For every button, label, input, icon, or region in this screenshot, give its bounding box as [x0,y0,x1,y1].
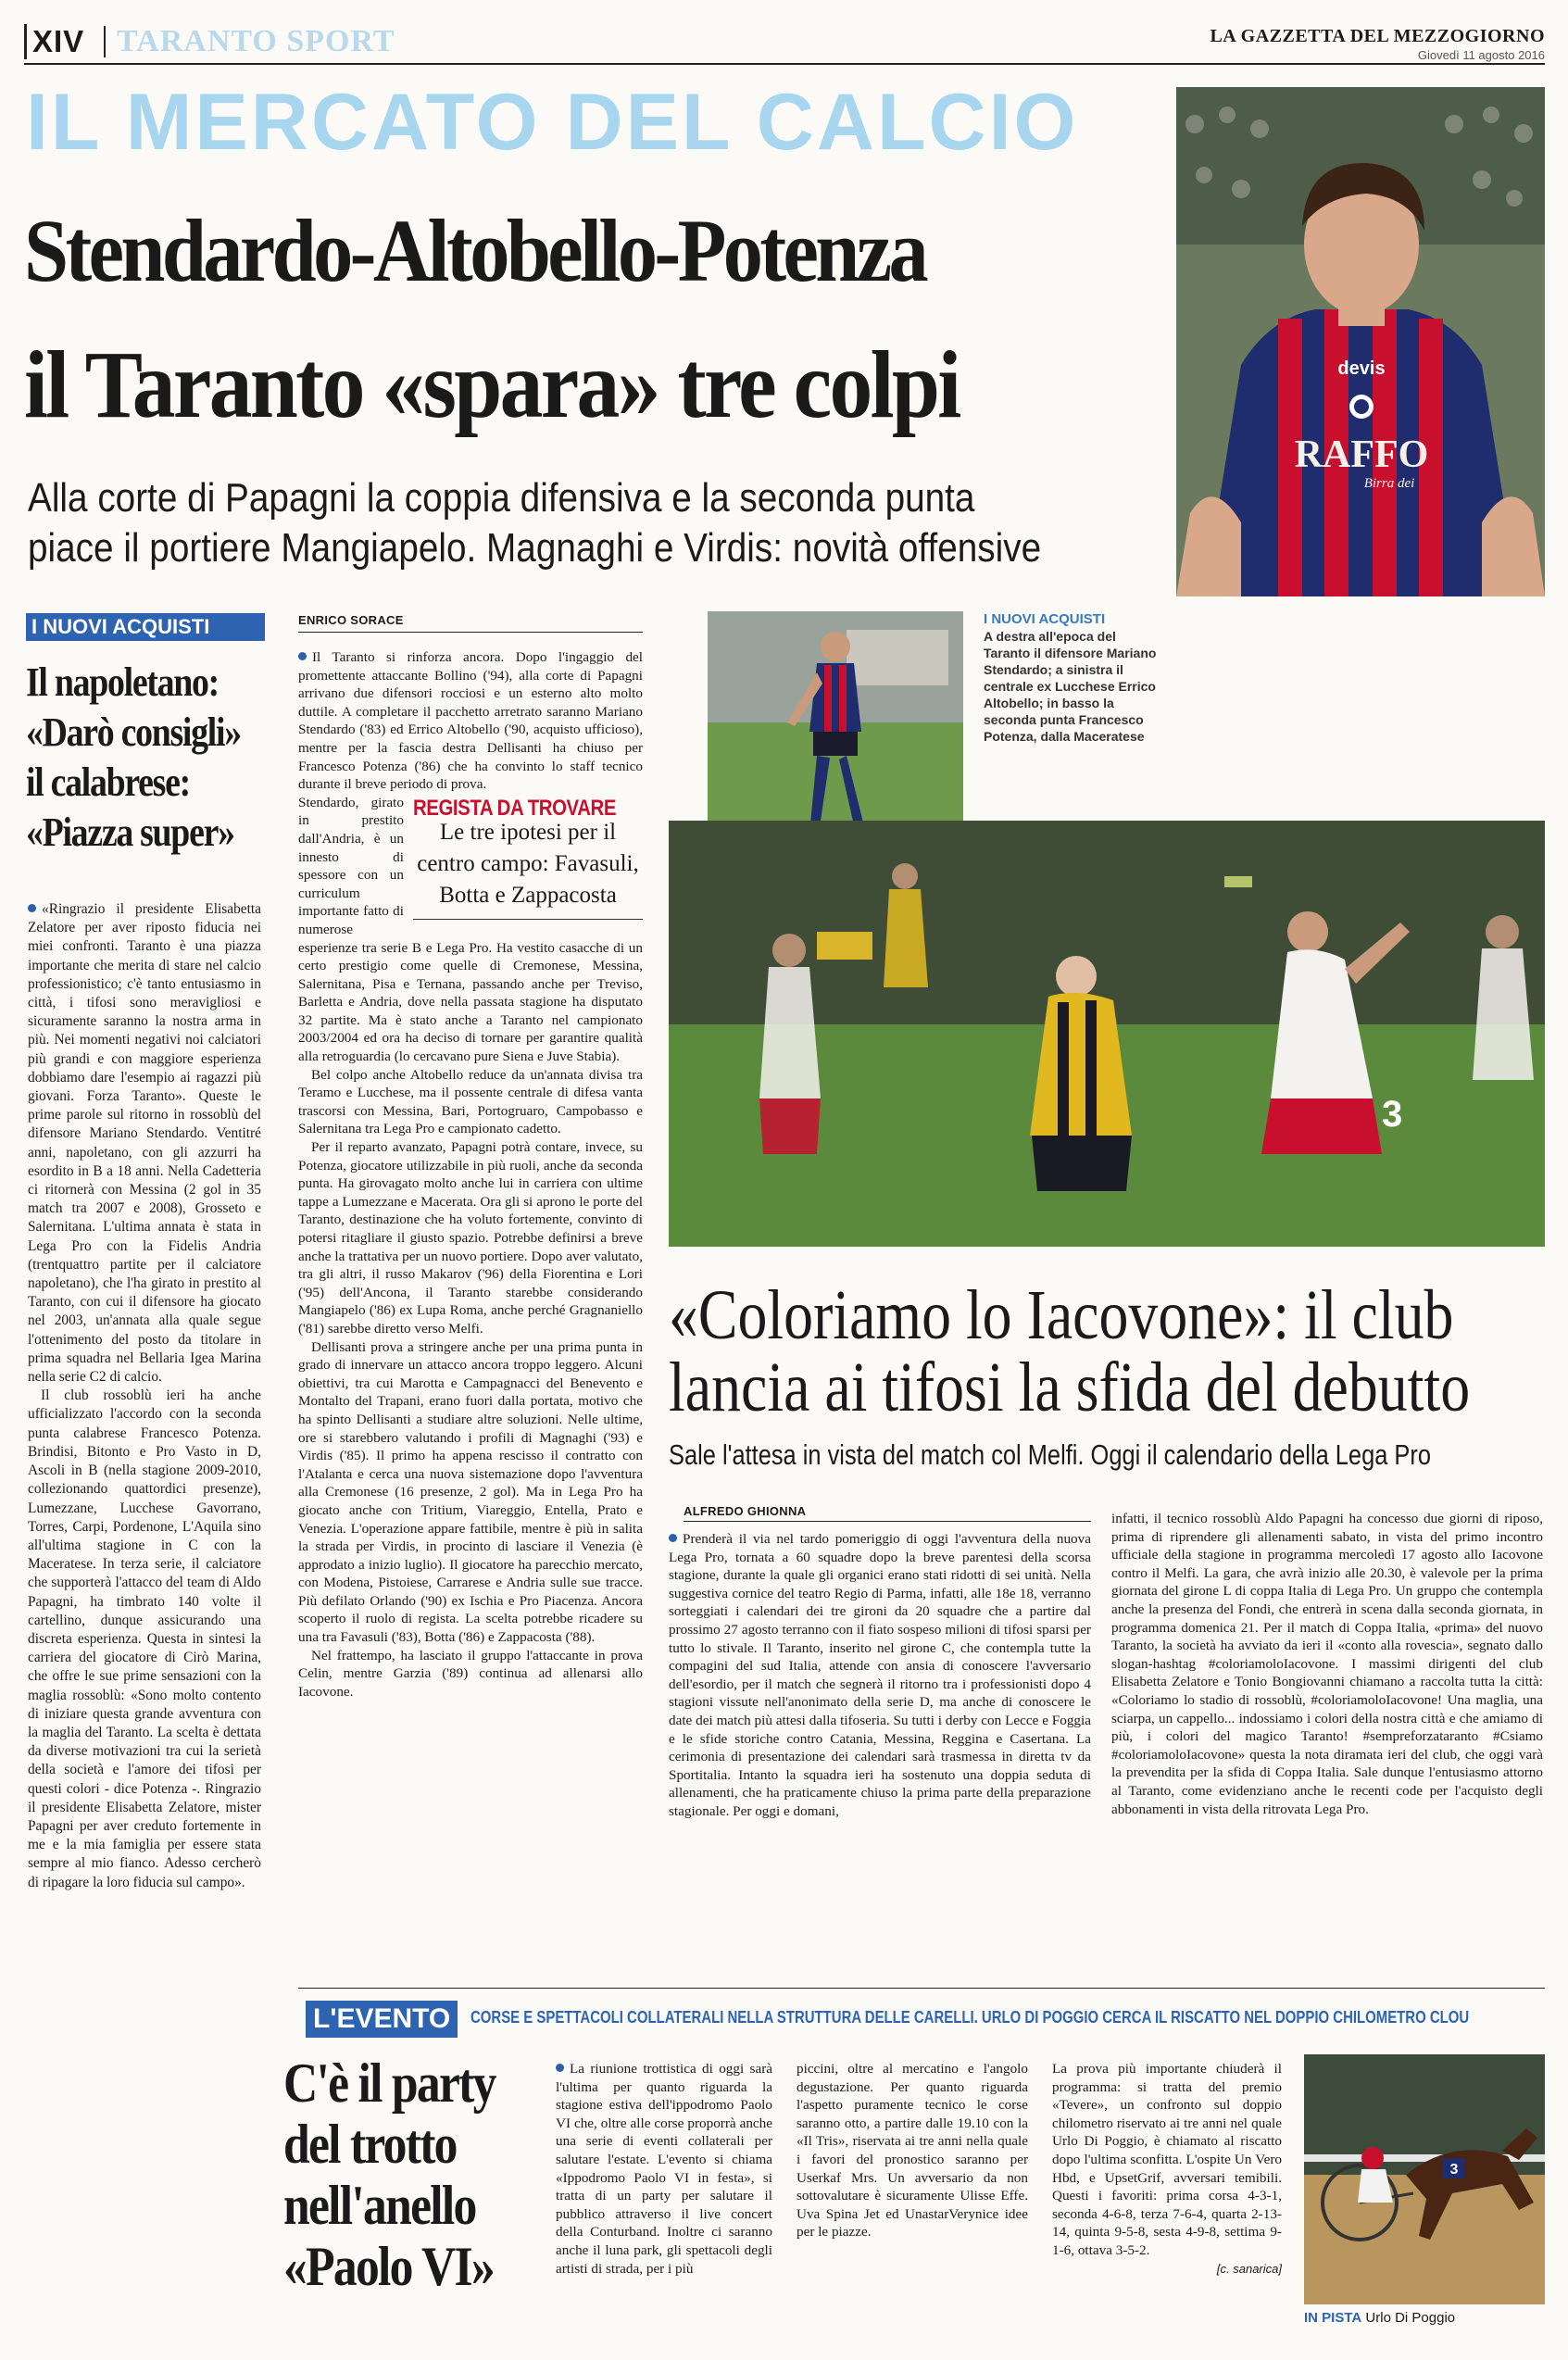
bullet-icon [556,2064,564,2072]
top-paragraph: Dellisanti prova a stringere anche per una prima punta in grado di innervare un attacco ancora troppo leggero. Alcuni obiettivi, tra cui Marotta e Campagnacci del Benevento e Montalto del Trapani, erano fuori dalla portata, motivo che ha spinto Dellisanti a studiare altre soluzioni. Nelle ultime, ore si starebbero valutando i profili di Magnaghi ('93) e Virdis ('85). Il primo ha appena rescisso il contratto con l'Atalanta e cerca una nuova sistemazione dopo l'avventura alla Cremonese (16 presenze, 2 gol). Ma in Lega Pro ha giocato anche con Tritium, Viareggio, Entella, Prato e Venezia. L'operazione appare fattibile, mentre è più in salita la strada per Virdis, in procinto di lasciare il Venezia (è approdato a inizio luglio). Il giocatore ha parecchio mercato, con Modena, Pistoiese, Carrarese e Andria sulle sue tracce. Più defilato Orlando ('90) ex Ischia e Pro Piacenza. Ancora scoperto il ruolo di regista. La scelta potrebbe ricadere su una tra Favasuli ('83), Botta ('86) e Zappacosta ('88). [298,1338,643,1646]
header-divider [104,26,106,57]
bullet-icon [298,652,307,660]
top-paragraph-lead: Il Taranto si rinforza ancora. Dopo l'ingaggio del promettente attaccante Bollino ('94), alla corte di Papagni arrivano due difensori rocciosi e un esterno alto molto duttile. A completare il pacchetto arretrato saranno Mariano Stendardo ('83) ed Errico Altobello ('90, acquisto ufficioso), mentre per la fascia destra Dellisanti ha chiuso per Francesco Potenza ('86) che ha convinto lo staff tecnico durante il breve periodo di prova. [298,649,643,793]
urlo-di-poggio-photo [1304,2054,1545,2304]
evento-caption [1304,2310,1455,2326]
svg-text:3: 3 [1382,1094,1403,1135]
issue-date: Giovedì 11 agosto 2016 [1417,48,1545,62]
page-header [24,22,1545,63]
photo-caption [984,611,1165,745]
top-paragraph: Per il reparto avanzato, Papagni potrà contare, invece, su Potenza, giocatore utilizzabile in più ruoli, anche da seconda punta. Ha girovagato molto anche lui in carriera con ultime tappe a Lumezzane e Macerata. Ora gli si aprono le porte del Taranto, destinazione che ha voluto fortemente, convinto di potersi ritagliare il giusto spazio. Potrebbe definirsi a breve anche la trattativa per un nuovo portiere. Dopo aver valutato, tra gli altri, il russo Makarov ('96) della Fiorentina e Lori ('95) dell'Ancona, il Taranto starebbe considerando Mangiapelo ('86) ex Lupa Roma, anche perché Gragnaniello ('81) sarebbe diretto verso Melfi. [298,1139,643,1337]
page-number: XIV [24,24,84,59]
regista-text: Le tre ipotesi per il centro campo: Favasuli, Botta e Zappacosta [417,820,639,909]
side-paragraph: «Ringrazio il presidente Elisabetta Zelatore per aver riposto fiducia nei miei confronti. Taranto è una piazza importante che merita di stare nel calcio professionistico; c'è tanto entusiasmo in città, i tifosi sono meravigliosi e sicuramente saranno la nostra arma in più. Nei momenti negativi noi calciatori più grandi e con maggiore esperienza dobbiamo dare l'esempio ai ragazzi più giovani. Forza Taranto». Queste le prime parole sul ritorno in rossoblù del difensore Mariano Stendardo. Ventitré anni, napoletano, con gli azzurri ha esordito in B a 18 anni. Nella Cadetteria ci ritornerà con Messina (2 gol in 35 match tra 2007 e 2008), Grosseto e Salernitana. L'ultima annata è stata in Lega Pro con la Fidelis Andria (trentquattro partite per il calciatore napoletano), che l'ha girato in prestito al Taranto, con cui il difensore ha giocato nel 2003, un'annata alla quale segue l'ottenimento del posto da titolare in prima squadra nel Bellaria Igea Marina nella serie C2 di calcio. [28,901,261,1386]
evento-caption-kicker: IN PISTA [1304,2310,1362,2326]
header-rule [24,63,1545,65]
evento-caption-text: Urlo Di Poggio [1365,2310,1456,2326]
subhead-line-2: piace il portiere Mangiapelo. Magnaghi e Virdis: novità offensive [28,525,1042,571]
evento-col-1: La riunione trottistica di oggi sarà l'ultima per quanto riguarda la stagione estiva dell'ippodromo Paolo VI che, oltre alle corse proporrà anche una serie di eventi collaterali per salutare l'estate. L'evento si chiama «Ippodromo Paolo VI in festa», si tratta di un party per salutare il pubblico attraverso il live concert della Conturband. Inoltre ci saranno anche il luna park, gli spettacoli degli artisti di strada, per i più [556,2061,772,2277]
iacovone-headline-line-1: «Coloriamo lo Iacovone»: il club [669,1276,1454,1354]
side-headline-line-2: «Darò consigli» [26,709,241,755]
side-story-body [28,900,261,2336]
headline-line-1: Stendardo-Altobello-Potenza [24,201,926,300]
regista-kicker: REGISTA DA TROVARE [413,795,617,821]
iacovone-col-2: infatti, il tecnico rossoblù Aldo Papagni ha concesso due giorni di riposo, prima di riprendere gli allenamenti sabato, in vista del primo incontro ufficiale della stagione in programma mercoledì 17 agosto allo Iacovone contro il Melfi. La gara, che avrà inizio alle 20.30, è valevole per la prima giornata del girone L di coppa Italia di Lega Pro. Un gruppo che contempla anche la presenza del Fondi, che entrerà in scena dalla seconda giornata, in programma domenica 21. Per il match di Coppa Italia, «prima» del nuovo Taranto, la società ha avviato da ieri il «conto alla rovescia», segnato dallo slogan-hashtag #coloriamoloIacovone. I massimi dirigenti del club Elisabetta Zelatore e Tonio Bongiovanni chiamano a raccolta tutta la città: «Coloriamo lo stadio di rossoblù, #coloriamoloIacovone! Una maglia, una sciarpa, un cappello... indossiamo i colori della nostra città e che amiamo di più, i colori del magico Taranto! #sempreforzataranto #Csiamo #coloriamoloIacovone» questa la nota diramata ieri del club, che oggi varà la prevendita per la sfida di Coppa Italia. Sale dunque l'entusiasmo attorno al Taranto, come evidenziano anche le recenti code per l'acquisto degli abbonamenti in vista della ritrovata Lega Pro. [1111,1511,1543,1817]
side-paragraph: Il club rossoblù ieri ha anche ufficializzato l'accordo con la seconda punta calabrese Francesco Potenza. Brindisi, Bitonto e Pro Vasto in D, Ascoli in B (nella stagione 2009-2010, collezionando quattordici presenze), Lumezzane, Lucchese Gavorrano, Torres, Carpi, Pordenone, L'Aquila sino all'ultima stagione in C con la Maceratese. In terza serie, il calciatore che supporterà l'attacco del team di Aldo Papagni, ha timbrato 140 volte il cartellino, dunque assicurando una discreta esperienza. Questa in sintesi la carriera del giocatore di Cirò Marina, che offre le sue prime sensazioni con la maglia rossoblù: «Sono molto contento di iniziare questa grande avventura con la maglia del Taranto. La scelta è dettata da diverse motivazioni tra cui la serietà della società e l'amore dei tifosi per questi colori - dice Potenza -. Ringrazio il presidente Elisabetta Zelatore, mister Papagni per aver creduto fortemente in me e la mia famiglia per essere stata sempre al mio fianco. Adesso cercherò di ripagare la loro fiducia sul campo». [28,1387,261,1890]
evento-headline-line-2: del trotto [283,2114,457,2175]
iacovone-col-1: Prenderà il via nel tardo pomeriggio di oggi l'avventura della nuova Lega Pro, tornata a 60 squadre dopo la breve parentesi della scorsa stagione, durante la quale gli organici erano stati ridotti di sei unità. Nella suggestiva cornice del teatro Regio di Parma, infatti, alle 18e 18, verranno sorteggiati i calendari dei tre gironi da 20 squadre che a partire dal prossimo 27 agosto terranno con il fiato sospeso milioni di tifosi sparsi per tutto lo stivale. Il Taranto, inserito nel girone C, che contempla tutte la compagini del sud Italia, attende con ansia di conoscere l'avversario dell'esordio, per il match che segnerà il ritorno tra i professionisti dopo 4 stagioni vissute nell'anonimato della serie D, ma anche di conoscere le date dei match più attesi dalla tifoseria. Su tutti i derby con Lecce e Foggia e le sfide storiche contro Catania, Messina, Reggina e Casertana. La cerimonia di presentazione dei calendari sarà trasmessa in diretta tv da Sportitalia. Intanto la squadra ieri ha sostenuto una doppia seduta di allenamenti, che ha praticamente chiuso la prima parte della preparazione stagionale. Per oggi e domani, [669,1531,1091,1819]
evento-strapline: CORSE E SPETTACOLI COLLATERALI NELLA STRUTTURA DELLE CARELLI. URLO DI POGGIO CERCA IL RISCATTO NEL DOPPIO CHILOMETRO CLOU [470,2008,1470,2027]
evento-top-rule [298,1988,1545,1989]
subhead-line-1: Alla corte di Papagni la coppia difensiva e la seconda punta [28,475,975,521]
stendardo-photo-art [1176,87,1545,596]
section-name: TARANTO SPORT [117,24,395,58]
caption-kicker: I NUOVI ACQUISTI [984,611,1106,627]
side-headline-line-3: il calabrese: [26,759,190,805]
top-paragraph: Bel colpo anche Altobello reduce da un'annata divisa tra Teramo e Lucchese, ma il possente centrale di difesa vanta trascorsi con Messina, Bari, Portogruaro, Campobasso e Salernitana tra Lega Pro e campionato cadetto. [298,1066,643,1137]
evento-headline-line-4: «Paolo VI» [283,2236,494,2297]
iacovone-headline-line-2: lancia ai tifosi la sfida del debutto [669,1349,1471,1426]
top-story-body [298,648,643,1904]
jersey-sponsor-sub: Birra dei [1363,476,1415,491]
iacovone-byline: ALFREDO GHIONNA [684,1504,807,1518]
horse-number: 3 [1449,2162,1459,2178]
evento-headline-line-3: nell'anello [283,2175,476,2236]
potenza-photo [669,821,1545,1247]
top-paragraph: Stendardo, girato in prestito dall'Andria, è un innesto di spessore con un curriculum importante fatto di numerose esperienze tra serie B e Lega Pro. Ha vestito casacche di un certo prestigio come quelle di Cremonese, Messina, Salernitana, Pisa e Ternana, passando anche per Treviso, Barletta e Andria, dove nella passata stagione ha disputato 32 partite. Ma è stato anche a Taranto nel campionato 2003/2004 ed ora ha deciso di tornare per garantire qualità alla retroguardia (lo cercavano pure Siena e Juve Stabia). [298,794,643,1065]
side-headline [26,658,269,858]
section-banner: IL MERCATO DEL CALCIO [26,78,1079,167]
top-story-byline: ENRICO SORACE [298,613,404,627]
evento-col-2: piccini, oltre al mercatino e l'angolo degustazione. Per quanto riguarda l'aspetto puramente tecnico le corse saranno otto, a partire dalle 19.10 con la «Il Tris», riservata ai tre anni nella quale i favori del pronostico saranno per Userkaf Mrs. Un avversario da non sottovalutare è sicuramente Ulisse Effe. Uva Spina Jet ed UnastarVerynice idee per le piazze. [797,2061,1028,2241]
side-headline-line-1: Il napoletano: [26,659,219,705]
byline-rule [298,632,643,633]
evento-signature: [c. sanarica] [1216,2261,1282,2276]
iacovone-subhead: Sale l'attesa in vista del match col Melfi. Oggi il calendario della Lega Pro [669,1438,1431,1471]
side-headline-line-4: «Piazza super» [26,810,234,855]
evento-col-3: La prova più importante chiuderà il programma: si tratta del premio «Tevere», un confronto sul doppio chilometro riservato ai tre anni nel quale Urlo Di Poggio, è chiamato al riscatto dopo l'ultima sconfitta. L'ospite Un Vero Hbd, e UpsetGrif, avversari temibili. Questi i favoriti: prima corsa 4-3-1, seconda 4-6-8, terza 7-6-4, quarta 2-13-14, quinta 9-5-8, sesta 4-9-8, settima 9-1-6, ottava 3-5-2. [c. sanarica] [1052,2060,1282,2347]
urlo-di-poggio-photo-art [1304,2054,1545,2304]
iacovone-byline-rule [684,1521,1091,1522]
headline-line-2: il Taranto «spara» tre colpi [24,332,960,438]
regista-box [413,795,643,921]
jersey-sponsor: RAFFO [1294,433,1429,476]
side-kicker: I NUOVI ACQUISTI [26,613,265,641]
evento-label: L'EVENTO [306,2001,458,2038]
evento-headline [283,2052,535,2297]
bullet-icon [28,904,36,912]
jersey-brand: devis [1337,358,1386,379]
caption-text: A destra all'epoca del Taranto il difensore Mariano Stendardo; a sinistra il centrale ex Lucchese Errico Altobello; in basso la seconda punta Francesco Potenza, dalla Maceratese [984,629,1157,744]
stendardo-photo [1176,87,1545,596]
potenza-photo-art [669,821,1545,1247]
top-paragraph: Nel frattempo, ha lasciato il gruppo l'attaccante in prova Celin, mentre Garzia ('89) continua ad allenarsi allo Iacovone. [298,1647,643,1700]
masthead: LA GAZZETTA DEL MEZZOGIORNO [1210,26,1545,46]
bullet-icon [669,1534,677,1542]
evento-headline-line-1: C'è il party [283,2052,495,2114]
